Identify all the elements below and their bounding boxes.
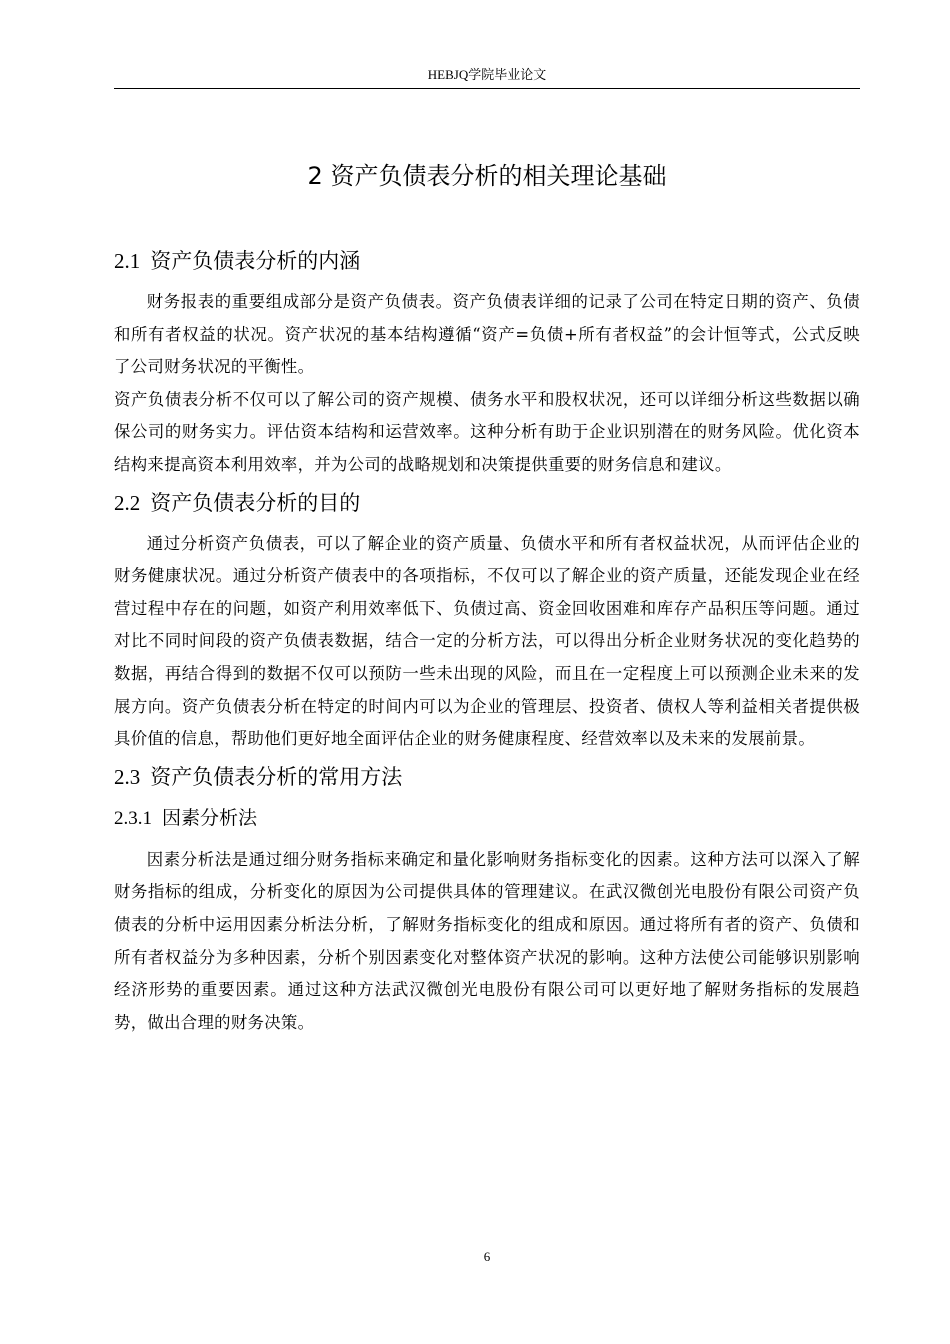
section-title: 资产负债表分析的目的	[150, 490, 361, 515]
chapter-title: 2 资产负债表分析的相关理论基础	[307, 162, 667, 190]
page-number: 6	[483, 1249, 491, 1264]
section-number: 2.2	[114, 490, 141, 515]
subsection-heading-2-3-1	[114, 802, 860, 844]
running-header: HEBJQ学院毕业论文	[427, 67, 547, 82]
section-number: 2.3	[114, 764, 141, 789]
paragraph: 因素分析法是通过细分财务指标来确定和量化影响财务指标变化的因素。这种方法可以深入了解财务指标的组成，分析变化的原因为公司提供具体的管理建议。在武汉微创光电股份有限公司资产负债表的分析中运用因素分析法分析，了解财务指标变化的组成和原因。通过将所有者的资产、负债和所有者权益分为多种因素，分析个别因素变化对整体资产状况的影响。这种方法使公司能够识别影响经济形势的重要因素。通过这种方法武汉微创光电股份有限公司可以更好地了解财务指标的发展趋势，做出合理的财务决策。	[114, 849, 860, 1032]
section-heading-2-1	[114, 244, 860, 286]
subsection-number: 2.3.1	[114, 807, 152, 829]
section-heading-2-3	[114, 760, 860, 802]
paragraph: 通过分析资产负债表，可以了解企业的资产质量、负债水平和所有者权益状况，从而评估企业的财务健康状况。通过分析资产债表中的各项指标，不仅可以了解企业的资产质量，还能发现企业在经营过程中存在的问题，如资产利用效率低下、负债过高、资金回收困难和库存产品积压等问题。通过对比不同时间段的资产负债表数据，结合一定的分析方法，可以得出分析企业财务状况的变化趋势的数据，再结合得到的数据不仅可以预防一些未出现的风险，而且在一定程度上可以预测企业未来的发展方向。资产负债表分析在特定的时间内可以为企业的管理层、投资者、债权人等利益相关者提供极具价值的信息，帮助他们更好地全面评估企业的财务健康程度、经营效率以及未来的发展前景。	[114, 533, 860, 749]
section-title: 资产负债表分析的常用方法	[150, 764, 403, 789]
subsection-title: 因素分析法	[162, 806, 258, 829]
paragraph: 资产负债表分析不仅可以了解公司的资产规模、债务水平和股权状况，还可以详细分析这些数据以确保公司的财务实力。评估资本结构和运营效率。这种分析有助于企业识别潜在的财务风险。优化资本结构来提高资本利用效率，并为公司的战略规划和决策提供重要的财务信息和建议。	[114, 389, 860, 474]
page-body	[114, 244, 860, 1039]
paragraph: 财务报表的重要组成部分是资产负债表。资产负债表详细的记录了公司在特定日期的资产、负债和所有者权益的状况。资产状况的基本结构遵循“资产=负债+所有者权益”的会计恒等式，公式反映了公司财务状况的平衡性。	[114, 292, 860, 377]
section-heading-2-2	[114, 486, 860, 528]
section-title: 资产负债表分析的内涵	[150, 249, 361, 273]
header-rule	[114, 88, 860, 89]
section-number: 2.1	[114, 249, 141, 273]
